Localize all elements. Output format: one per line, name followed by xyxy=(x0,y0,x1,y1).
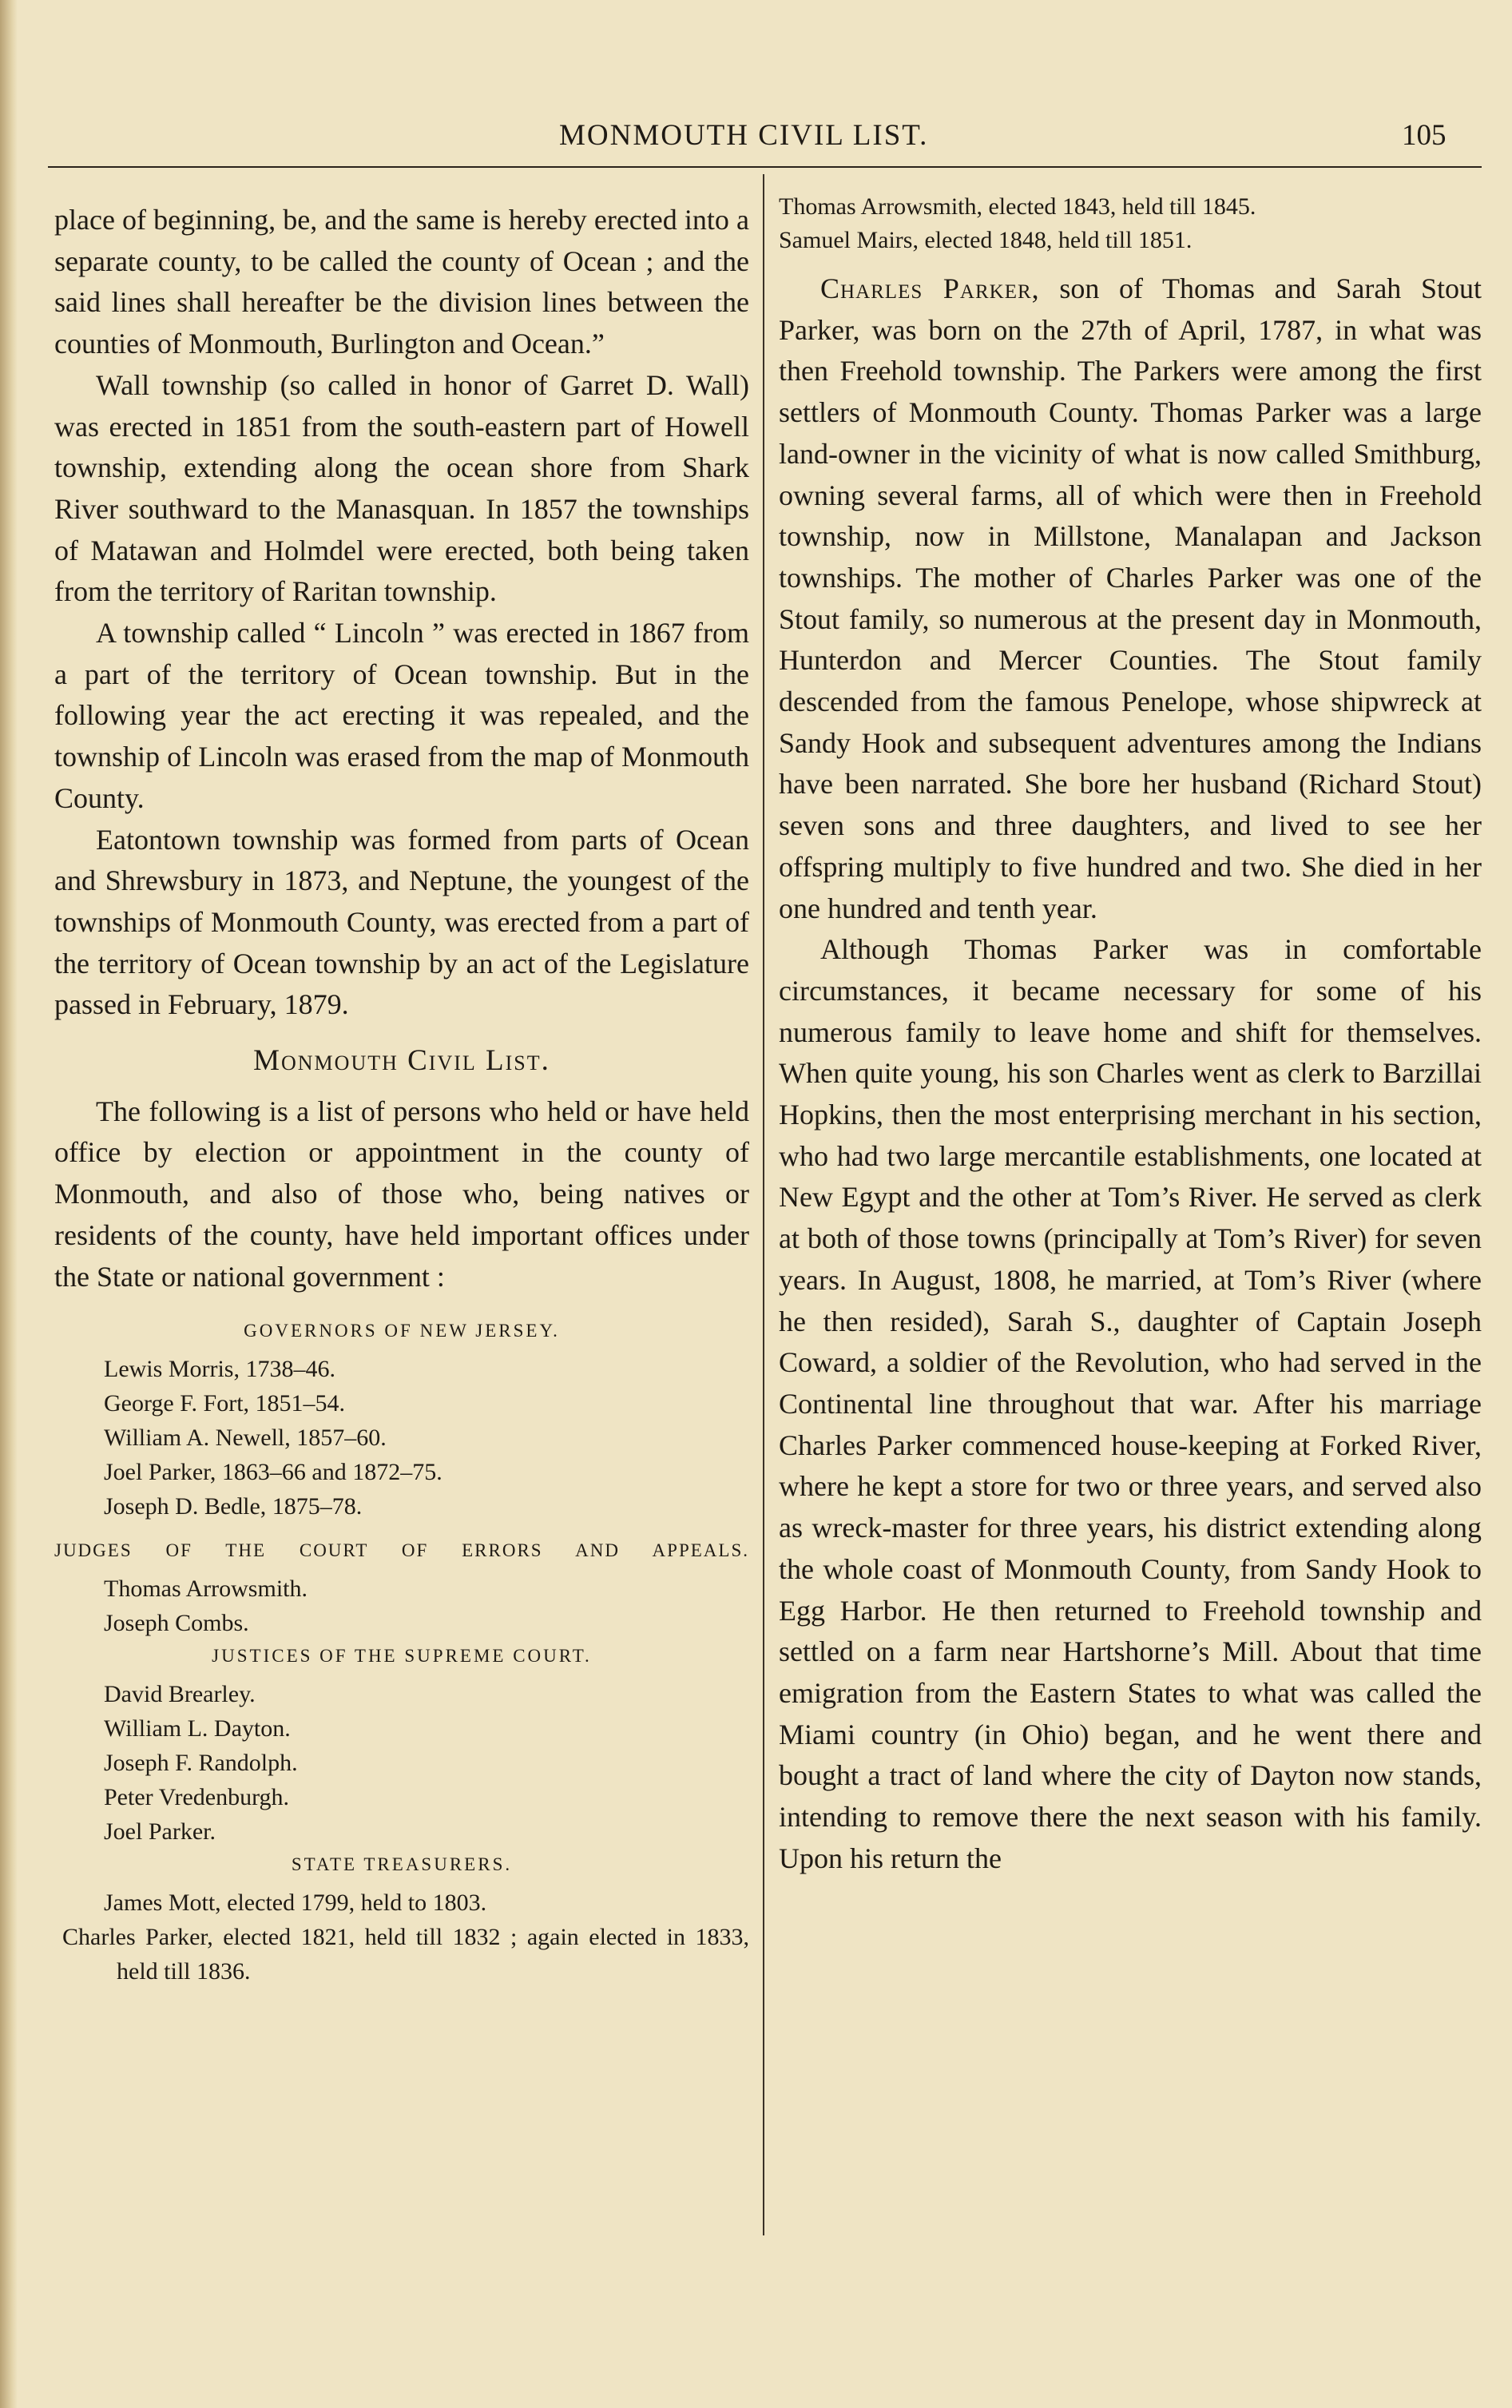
judges-list xyxy=(54,1572,749,1640)
list-item: Joseph D. Bedle, 1875–78. xyxy=(104,1493,363,1520)
column-divider xyxy=(763,174,764,2235)
list-item: Peter Vredenburgh. xyxy=(104,1784,290,1811)
right-column xyxy=(779,190,1482,1879)
list-item: Thomas Arrowsmith. xyxy=(104,1576,308,1603)
paragraph: Wall township (so called in honor of Garret D. Wall) was erected in 1851 from the south-eastern part of Howell township, extending along the ocean shore from Shark River southward to the Manasquan. In 1857 the townships of Matawan and Holmdel were erected, both being taken from the territory of Raritan township. xyxy=(54,368,749,608)
paragraph: Eatontown township was formed from parts of Ocean and Shrewsbury in 1873, and Neptune, the youngest of the townships of Monmouth County, was erected from a part of the territory of Ocean township by an act of the Legislature passed in February, 1879. xyxy=(54,823,749,1021)
biography-text: son of Thomas and Sarah Stout Parker, was born on the 27th of April, 1787, in what was then Freehold township. The Parkers were among the first settlers of Monmouth County. Thomas Parker was a large land-owner in the vicinity of what is now called Smithburg, owning several farms, all of which were then in Freehold township, now in Millstone, Manalapan and Jackson townships. The mother of Charles Parker was one of the Stout family, so numerous at the present day in Monmouth, Hunterdon and Mercer Counties. The Stout family descended from the famous Penelope, whose shipwreck at Sandy Hook and subsequent adventures among the Indians have been narrated. She bore her husband (Richard Stout) seven sons and three daughters, and lived to see her offspring multiply to five hundred and two. She died in her one hundred and tenth year. xyxy=(779,272,1482,924)
list-heading-justices: JUSTICES OF THE SUPREME COURT. xyxy=(212,1646,592,1667)
running-title: MONMOUTH CIVIL LIST. xyxy=(559,119,929,152)
paragraph: The following is a list of persons who held or have held office by election or appointment in the county of Monmouth, and also of those who, being natives or residents of the county, have held important offices under the State or national government : xyxy=(54,1095,749,1293)
list-heading-judges: JUDGES OF THE COURT OF ERRORS AND APPEALS. xyxy=(54,1540,749,1561)
running-header xyxy=(0,118,1512,160)
list-item: Thomas Arrowsmith, elected 1843, held till 1845. xyxy=(779,193,1256,220)
list-item: William A. Newell, 1857–60. xyxy=(104,1425,387,1452)
section-title: Monmouth Civil List. xyxy=(253,1044,550,1078)
list-item: Joseph Combs. xyxy=(104,1610,249,1637)
list-heading-treasurers: STATE TREASURERS. xyxy=(291,1854,513,1875)
list-heading-governors: GOVERNORS OF NEW JERSEY. xyxy=(244,1321,560,1341)
paragraph: Although Thomas Parker was in comfortable circumstances, it became necessary for some of his numerous family to leave home and shift for themselves. When quite young, his son Charles went as clerk to Barzillai Hopkins, then the most enterprising merchant in his section, who had two large mercantile establishments, one located at New Egypt and the other at Tom’s River. He served as clerk at both of those towns (principally at Tom’s River) for seven years. In August, 1808, he married, at Tom’s River (where he then resided), Sarah S., daughter of Captain Joseph Coward, a soldier of the Revolution, who had served in the Continental line throughout that war. After his marriage Charles Parker commenced house-keeping at Forked River, where he kept a store for two or three years, and served also as wreck-master for three years, his district extending along the whole coast of Monmouth County, from Sandy Hook to Egg Harbor. He then returned to Freehold township and settled on a farm near Hartshorne’s Mill. About that time emigration from the Eastern States to what was called the Miami country (in Ohio) began, and he went there and bought a tract of land where the city of Dayton now stands, intending to remove there the next season with his family. Upon his return the xyxy=(779,933,1482,1874)
biography-paragraph xyxy=(779,268,1482,929)
list-item: Joel Parker, 1863–66 and 1872–75. xyxy=(104,1459,442,1486)
page-number: 105 xyxy=(1402,119,1447,152)
header-rule xyxy=(48,166,1482,168)
list-item: Lewis Morris, 1738–46. xyxy=(104,1356,335,1383)
list-item: Joseph F. Randolph. xyxy=(104,1750,298,1777)
left-column xyxy=(54,200,749,1989)
list-item: Joel Parker. xyxy=(104,1818,216,1846)
paragraph: A township called “ Lincoln ” was erected in 1867 from a part of the territory of Ocean township. But in the following year the act erecting it was repealed, and the township of Lincoln was erased from the map of Monmouth County. xyxy=(54,617,749,814)
paragraph: place of beginning, be, and the same is hereby erected into a separate county, to be called the county of Ocean ; and the said lines shall hereafter be the division lines between the counties of Monmouth, Burlington and Ocean.” xyxy=(54,204,749,360)
list-item: Samuel Mairs, elected 1848, held till 1851. xyxy=(779,227,1193,253)
list-item: James Mott, elected 1799, held to 1803. xyxy=(104,1889,487,1917)
page-edge xyxy=(0,0,18,2408)
list-item: David Brearley. xyxy=(104,1681,256,1708)
list-item: Charles Parker, elected 1821, held till 1832 ; again elected in 1833, held till 1836. xyxy=(62,1924,749,1985)
biography-name: Charles Parker, xyxy=(820,272,1040,304)
justices-list xyxy=(54,1677,749,1849)
treasurers-list xyxy=(54,1885,749,1989)
governors-list xyxy=(54,1352,749,1524)
list-item: George F. Fort, 1851–54. xyxy=(104,1390,346,1417)
list-item: William L. Dayton. xyxy=(104,1715,291,1742)
